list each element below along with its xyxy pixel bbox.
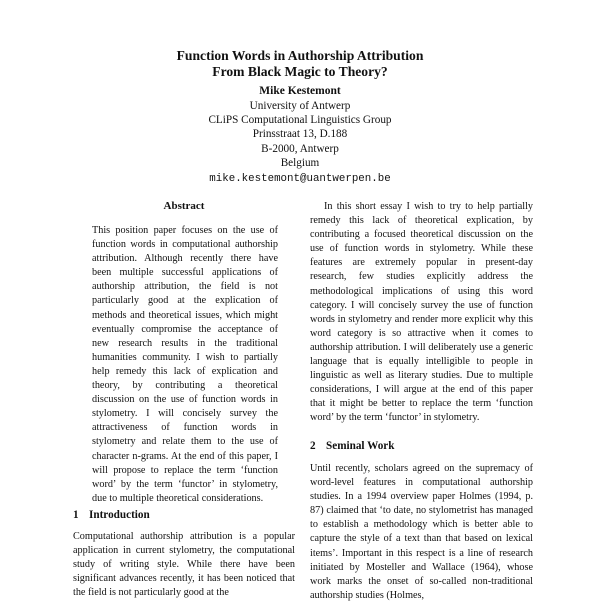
section-1-paragraph: Computational authorship attribution is a popular application in current stylometry, the computational study of writing style. While there have been significant advances recently, it has been noticed that the field is not particularly good at the bbox=[73, 531, 295, 599]
affiliation-group: CLiPS Computational Linguistics Group bbox=[208, 114, 392, 127]
paper-title-line-2: From Black Magic to Theory? bbox=[212, 64, 388, 79]
affiliation-country: Belgium bbox=[280, 156, 320, 169]
intro-continued-paragraph: In this short essay I wish to try to help partially remedy this lack of theoretical explication, by contributing a focused theoretical discussion on the use of function words in stylometry. While these features are extremely popular in present-day research, few studies explicitly address the methodological implications of using this word category. I will concisely survey the use of function words in stylometry and render more explicit why this word category is so attractive when it comes to authorship attribution. I will deliberately use a generic language that is equally intelligible to people in linguistic as well as literary studies. Due to multiple considerations, I will argue at the end of this paper that it might be better to replace the term ‘function word’ by the term ‘functor’ in stylometry. bbox=[310, 201, 533, 424]
affiliation-city: B-2000, Antwerp bbox=[261, 142, 339, 155]
abstract-paragraph: This position paper focuses on the use of function words in computational authorship attribution. Although recently there have been multiple successful applications of authorship attribution, the field is not particularly good at the explication of methods and theoretical issues, which might eventually compromise the acceptance of new research results in the traditional humanities community. I wish to partially help remedy this lack of explication and theory, by contributing a theoretical discussion on the use of function words in stylometry. I will concisely survey the attractiveness of function words in stylometry and relate them to the use of character n-grams. At the end of this paper, I will propose to replace the term ‘function word’ by the term ‘functor’ in stylometry, due to multiple theoretical considerations. bbox=[92, 225, 278, 504]
section-2-number: 2 bbox=[310, 440, 316, 452]
section-2-paragraph: Until recently, scholars agreed on the supremacy of word-level features in computational authorship studies. In a 1994 overview paper Holmes (1994, p. 87) claimed that ‘to date, no stylometrist has managed to establish a methodology which is better able to capture the style of a text than that based on lexical items’. Important in this respect is a line of research initiated by Mosteller and Wallace (1964), whose work marks the onset of so-called non-traditional authorship studies (Holmes, bbox=[310, 463, 533, 601]
title-block bbox=[0, 48, 600, 187]
section-2-heading bbox=[310, 440, 394, 452]
affiliation-street: Prinsstraat 13, D.188 bbox=[252, 128, 348, 141]
abstract-heading: Abstract bbox=[163, 200, 205, 212]
author-name: Mike Kestemont bbox=[259, 85, 341, 97]
paper-title-line-1: Function Words in Authorship Attribution bbox=[176, 48, 424, 63]
author-email: mike.kestemont@uantwerpen.be bbox=[209, 173, 391, 186]
section-2-body bbox=[310, 462, 533, 603]
affiliation-university: University of Antwerp bbox=[249, 100, 351, 112]
section-1-body bbox=[73, 530, 295, 600]
section-1-heading bbox=[73, 509, 150, 521]
section-1-number: 1 bbox=[73, 509, 79, 521]
section-2-title: Seminal Work bbox=[326, 440, 395, 452]
section-1-title: Introduction bbox=[89, 509, 150, 521]
intro-continued-body bbox=[310, 200, 533, 426]
abstract-body bbox=[92, 224, 278, 506]
